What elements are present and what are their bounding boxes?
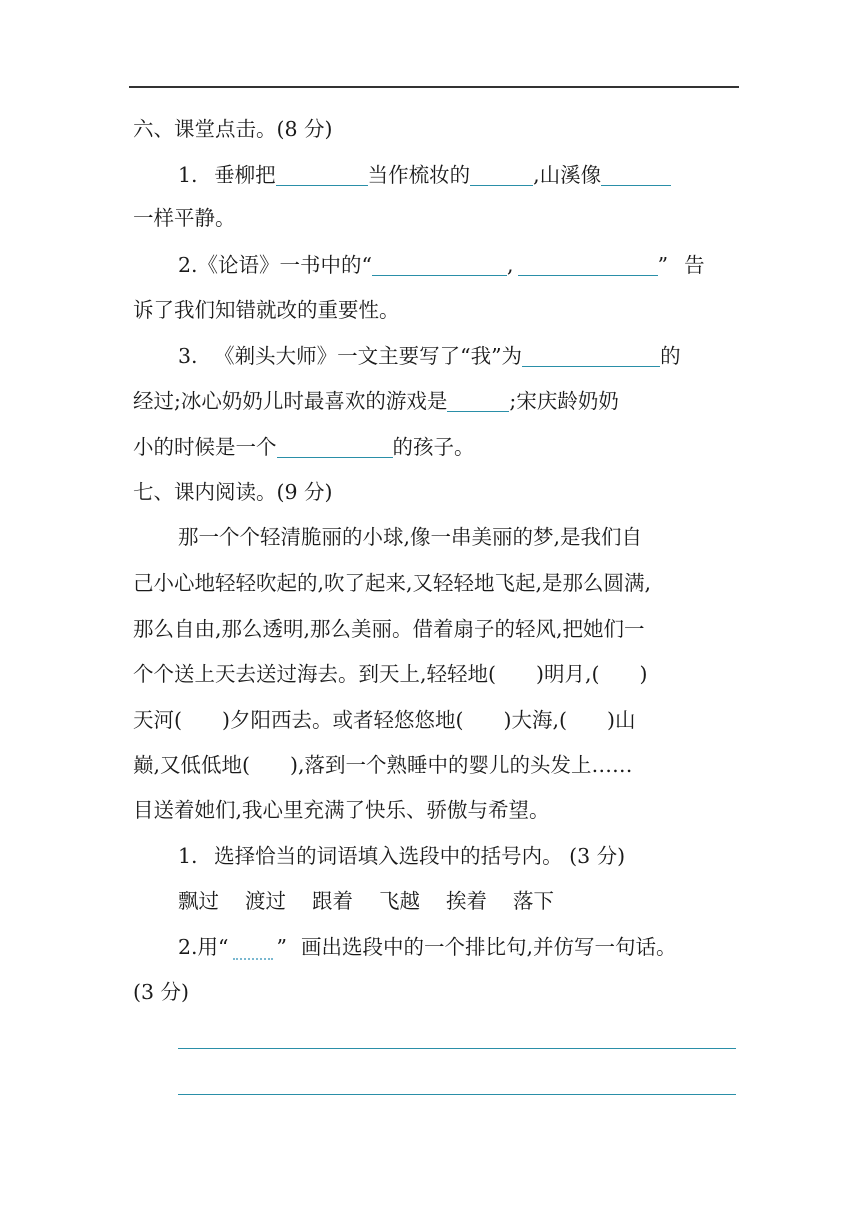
word-choices xyxy=(178,881,580,921)
answer-blank[interactable] xyxy=(277,435,393,458)
question-7-1: 1. 选择恰当的词语填入选段中的括号内。 (3 分) xyxy=(178,844,626,868)
section-7-heading: 七、课内阅读。(9 分) xyxy=(133,480,333,504)
word-choice[interactable]: 飞越 xyxy=(379,889,420,913)
answer-blank[interactable] xyxy=(518,253,658,276)
answer-blank[interactable] xyxy=(522,344,660,367)
answer-writing-line[interactable] xyxy=(178,1048,736,1049)
question-6-1-line-2: 一样平静。 xyxy=(133,206,236,230)
passage-line-7: 目送着她们,我心里充满了快乐、骄傲与希望。 xyxy=(133,798,550,822)
answer-blank[interactable] xyxy=(601,163,671,186)
passage-line-4: 个个送上天去送过海去。到天上,轻轻地( )明月,( ) xyxy=(133,662,648,686)
word-choice[interactable]: 挨着 xyxy=(446,889,487,913)
answer-blank[interactable] xyxy=(276,163,368,186)
passage-line-6: 巅,又低低地( ),落到一个熟睡中的婴儿的头发上…… xyxy=(133,753,633,777)
question-6-3-line-3: 小的时候是一个 的孩子。 xyxy=(133,435,475,459)
passage-line-1: 那一个个轻清脆丽的小球,像一串美丽的梦,是我们自 xyxy=(178,525,643,549)
question-6-3-line-2: 经过;冰心奶奶儿时最喜欢的游戏是 ;宋庆龄奶奶 xyxy=(133,389,619,413)
question-6-2-line-2: 诉了我们知错就改的重要性。 xyxy=(133,298,400,322)
word-choice[interactable]: 落下 xyxy=(513,889,554,913)
answer-blank[interactable] xyxy=(372,253,507,276)
word-choice[interactable]: 跟着 xyxy=(312,889,353,913)
answer-blank[interactable] xyxy=(470,163,533,186)
passage-line-2: 己小心地轻轻吹起的,吹了起来,又轻轻地飞起,是那么圆满, xyxy=(133,571,652,595)
question-6-3-line-1: 3. 《剃头大师》一文主要写了“我”为 的 xyxy=(178,344,681,368)
top-divider xyxy=(129,86,739,88)
question-6-2-line-1: 2.《论语》一书中的“ , ” 告 xyxy=(178,253,705,277)
word-choice[interactable]: 渡过 xyxy=(245,889,286,913)
question-6-1-line-1: 1. 垂柳把 当作梳妆的 ,山溪像 xyxy=(178,155,671,195)
passage-line-5: 天河( )夕阳西去。或者轻悠悠地( )大海,( )山 xyxy=(133,708,636,732)
wavy-underline-mark xyxy=(233,934,273,960)
question-7-2-line-2: (3 分) xyxy=(133,980,190,1004)
passage-line-3: 那么自由,那么透明,那么美丽。借着扇子的轻风,把她们一 xyxy=(133,617,645,641)
answer-blank[interactable] xyxy=(447,389,509,412)
question-7-2-line-1: 2.用“ ” 画出选段中的一个排比句,并仿写一句话。 xyxy=(178,935,677,959)
section-6-heading: 六、课堂点击。(8 分) xyxy=(133,117,333,141)
answer-writing-line[interactable] xyxy=(178,1094,736,1095)
word-choice[interactable]: 飘过 xyxy=(178,889,219,913)
